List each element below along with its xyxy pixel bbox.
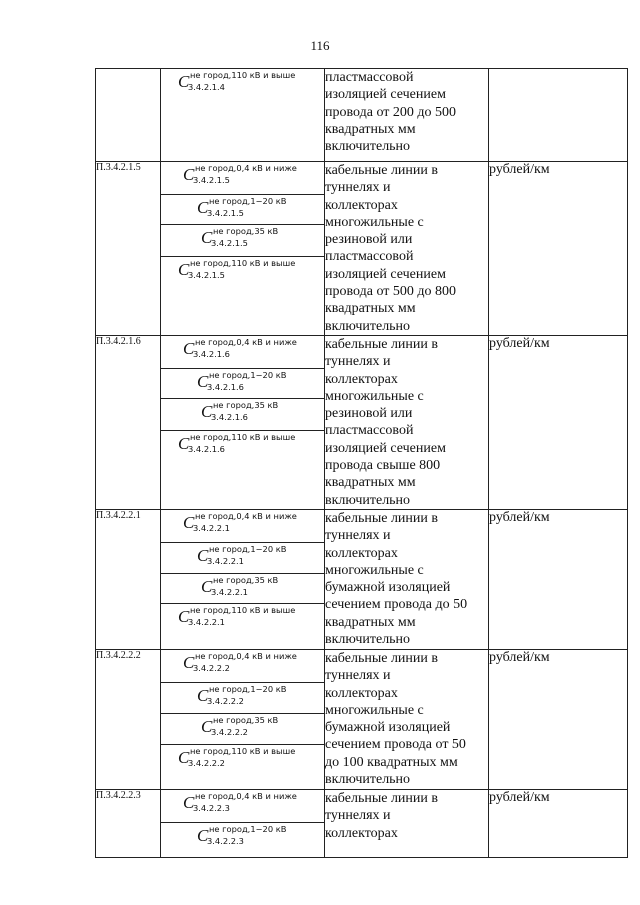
- coefficient-superscript: не город,0,4 кВ и ниже: [195, 790, 297, 801]
- description-line: до 100 квадратных мм: [325, 754, 458, 770]
- coefficient-symbol: C: [178, 434, 190, 453]
- coefficient-subscript: 3.4.2.1.5: [207, 208, 244, 218]
- coefficient-symbol: C: [183, 792, 195, 812]
- coefficient-symbol: C: [178, 72, 190, 91]
- item-code: П.3.4.2.1.5: [96, 162, 161, 336]
- item-code: [96, 69, 161, 162]
- coefficient-subscript: 3.4.2.1.6: [193, 349, 230, 359]
- description-line: туннелях и: [325, 528, 391, 544]
- coefficient-subscript: 3.4.2.1.5: [211, 238, 248, 248]
- coefficient-superscript: не город,35 кВ: [213, 714, 279, 725]
- coefficient-subscript: 3.4.2.1.6: [188, 444, 225, 454]
- table-row: [96, 789, 628, 857]
- coefficient-entry: [161, 369, 324, 399]
- coefficient-cell: [161, 69, 325, 162]
- coefficient-symbol: C: [197, 685, 209, 705]
- coefficient-superscript: не город,110 кВ и выше: [190, 745, 296, 756]
- coefficient-subscript: 3.4.2.2.1: [207, 555, 244, 566]
- table-row: [96, 509, 628, 649]
- item-code: П.3.4.2.2.3: [96, 789, 161, 857]
- coefficient-symbol: C: [197, 372, 209, 391]
- coefficient-entry: [161, 714, 324, 745]
- coefficient-entry: [161, 431, 324, 508]
- coefficient-cell: [161, 509, 325, 649]
- description-cell: [325, 789, 489, 857]
- description-line: включительно: [325, 492, 411, 508]
- description-line: туннелях и: [325, 808, 391, 824]
- description-line: квадратных мм: [325, 614, 416, 630]
- coefficient-entry: [161, 162, 324, 195]
- description-line: включительно: [325, 318, 411, 334]
- coefficient-entry: [161, 745, 324, 789]
- coefficient-superscript: не город,110 кВ и выше: [190, 70, 296, 80]
- coefficient-subscript: 3.4.2.1.6: [207, 382, 244, 392]
- description-line: коллекторах: [325, 825, 398, 841]
- description-line: провода от 500 до 800: [325, 284, 456, 300]
- coefficient-entry: [161, 683, 324, 714]
- coefficient-entry: [161, 604, 324, 649]
- coefficient-subscript: 3.4.2.2.1: [211, 586, 248, 597]
- coefficient-superscript: не город,110 кВ и выше: [190, 432, 296, 442]
- coefficient-symbol: C: [201, 402, 213, 421]
- coefficient-cell: [161, 336, 325, 510]
- description-cell: [325, 336, 489, 510]
- coefficient-symbol: C: [178, 747, 190, 767]
- coefficient-symbol: C: [183, 339, 195, 358]
- coefficient-subscript: 3.4.2.1.5: [188, 270, 225, 280]
- coefficient-entry: [161, 69, 324, 161]
- description-line: кабельные линии в: [325, 337, 439, 352]
- description-line: коллекторах: [325, 371, 398, 387]
- coefficient-superscript: не город,1−20 кВ: [209, 370, 287, 380]
- page-number: 116: [310, 38, 330, 53]
- description-line: коллекторах: [325, 685, 398, 701]
- coefficient-symbol: C: [178, 606, 190, 626]
- description-line: кабельные линии в: [325, 650, 439, 666]
- coefficient-entry: [161, 574, 324, 604]
- description-line: пластмассовой: [325, 70, 414, 85]
- description-line: резиновой или: [325, 406, 413, 422]
- coefficient-cell: [161, 789, 325, 857]
- coefficient-symbol: C: [197, 545, 209, 565]
- unit-cell: рублей/км: [489, 509, 628, 649]
- coefficient-symbol: C: [197, 198, 209, 217]
- coefficient-superscript: не город,35 кВ: [213, 400, 279, 410]
- coefficient-subscript: 3.4.2.2.1: [193, 522, 230, 533]
- description-line: многожильные с: [325, 702, 424, 718]
- description-line: многожильные с: [325, 214, 424, 230]
- description-line: туннелях и: [325, 668, 391, 684]
- coefficient-subscript: 3.4.2.2.2: [211, 726, 248, 737]
- coefficient-entry: [161, 650, 324, 683]
- coefficient-symbol: C: [201, 576, 213, 596]
- coefficient-subscript: 3.4.2.2.3: [207, 835, 244, 846]
- coefficient-symbol: C: [183, 165, 195, 184]
- description-line: многожильные с: [325, 388, 424, 404]
- table-row: [96, 69, 628, 162]
- description-line: многожильные с: [325, 562, 424, 578]
- coefficient-symbol: C: [201, 228, 213, 247]
- coefficient-subscript: 3.4.2.2.1: [188, 616, 225, 627]
- description-line: включительно: [325, 632, 411, 648]
- coefficient-superscript: не город,1−20 кВ: [209, 543, 287, 554]
- description-line: изоляцией сечением: [325, 440, 446, 456]
- description-line: бумажной изоляцией: [325, 580, 451, 596]
- description-cell: [325, 509, 489, 649]
- unit-cell: рублей/км: [489, 649, 628, 789]
- description-line: квадратных мм: [325, 301, 416, 317]
- description-line: провода от 200 до 500: [325, 104, 456, 120]
- coefficient-entry: [161, 510, 324, 543]
- description-line: сечением провода до 50: [325, 597, 468, 613]
- unit-cell: рублей/км: [489, 162, 628, 336]
- coefficient-superscript: не город,0,4 кВ и ниже: [195, 337, 297, 347]
- description-line: кабельные линии в: [325, 510, 439, 526]
- description-line: изоляцией сечением: [325, 266, 446, 282]
- description-line: бумажной изоляцией: [325, 720, 451, 736]
- coefficient-superscript: не город,1−20 кВ: [209, 823, 287, 834]
- description-line: коллекторах: [325, 197, 398, 213]
- coefficient-subscript: 3.4.2.2.2: [193, 662, 230, 673]
- description-cell: [325, 162, 489, 336]
- description-line: резиновой или: [325, 232, 413, 248]
- coefficient-entry: [161, 399, 324, 431]
- coefficient-subscript: 3.4.2.2.2: [188, 757, 225, 768]
- description-line: коллекторах: [325, 545, 398, 561]
- description-line: сечением провода от 50: [325, 737, 466, 753]
- coefficient-symbol: C: [197, 825, 209, 845]
- description-line: провода свыше 800: [325, 458, 441, 474]
- coefficient-symbol: C: [178, 260, 190, 279]
- coefficient-superscript: не город,35 кВ: [213, 574, 279, 585]
- description-cell: [325, 69, 489, 162]
- coefficient-subscript: 3.4.2.1.5: [193, 175, 230, 185]
- description-cell: [325, 649, 489, 789]
- unit-cell: [489, 69, 628, 162]
- item-code: П.3.4.2.1.6: [96, 336, 161, 510]
- coefficient-superscript: не город,0,4 кВ и ниже: [195, 650, 297, 661]
- table-row: [96, 162, 628, 336]
- description-line: пластмассовой: [325, 423, 414, 439]
- unit-cell: рублей/км: [489, 336, 628, 510]
- coefficient-superscript: не город,110 кВ и выше: [190, 258, 296, 268]
- description-line: кабельные линии в: [325, 163, 439, 178]
- coefficient-entry: [161, 790, 324, 823]
- item-code: П.3.4.2.2.1: [96, 509, 161, 649]
- description-line: включительно: [325, 139, 411, 155]
- description-line: квадратных мм: [325, 475, 416, 491]
- table-row: [96, 336, 628, 510]
- coefficient-superscript: не город,110 кВ и выше: [190, 604, 296, 615]
- tariff-table: [95, 68, 628, 858]
- description-line: кабельные линии в: [325, 790, 439, 806]
- coefficient-symbol: C: [183, 512, 195, 532]
- coefficient-superscript: не город,35 кВ: [213, 226, 279, 236]
- unit-cell: рублей/км: [489, 789, 628, 857]
- table-row: [96, 649, 628, 789]
- description-line: квадратных мм: [325, 121, 416, 137]
- coefficient-entry: [161, 257, 324, 335]
- item-code: П.3.4.2.2.2: [96, 649, 161, 789]
- coefficient-superscript: не город,0,4 кВ и ниже: [195, 163, 297, 173]
- coefficient-superscript: не город,1−20 кВ: [209, 683, 287, 694]
- coefficient-entry: [161, 225, 324, 257]
- coefficient-symbol: C: [201, 716, 213, 736]
- coefficient-symbol: C: [183, 652, 195, 672]
- coefficient-subscript: 3.4.2.2.3: [193, 802, 230, 813]
- coefficient-superscript: не город,1−20 кВ: [209, 196, 287, 206]
- coefficient-entry: [161, 823, 324, 857]
- coefficient-superscript: не город,0,4 кВ и ниже: [195, 510, 297, 521]
- coefficient-cell: [161, 162, 325, 336]
- coefficient-entry: [161, 336, 324, 369]
- coefficient-subscript: 3.4.2.2.2: [207, 695, 244, 706]
- description-line: включительно: [325, 772, 411, 788]
- description-line: туннелях и: [325, 354, 391, 370]
- coefficient-subscript: 3.4.2.1.4: [188, 82, 225, 92]
- coefficient-entry: [161, 543, 324, 574]
- coefficient-subscript: 3.4.2.1.6: [211, 412, 248, 422]
- description-line: пластмассовой: [325, 249, 414, 265]
- coefficient-cell: [161, 649, 325, 789]
- description-line: изоляцией сечением: [325, 87, 446, 103]
- coefficient-entry: [161, 195, 324, 225]
- description-line: туннелях и: [325, 180, 391, 196]
